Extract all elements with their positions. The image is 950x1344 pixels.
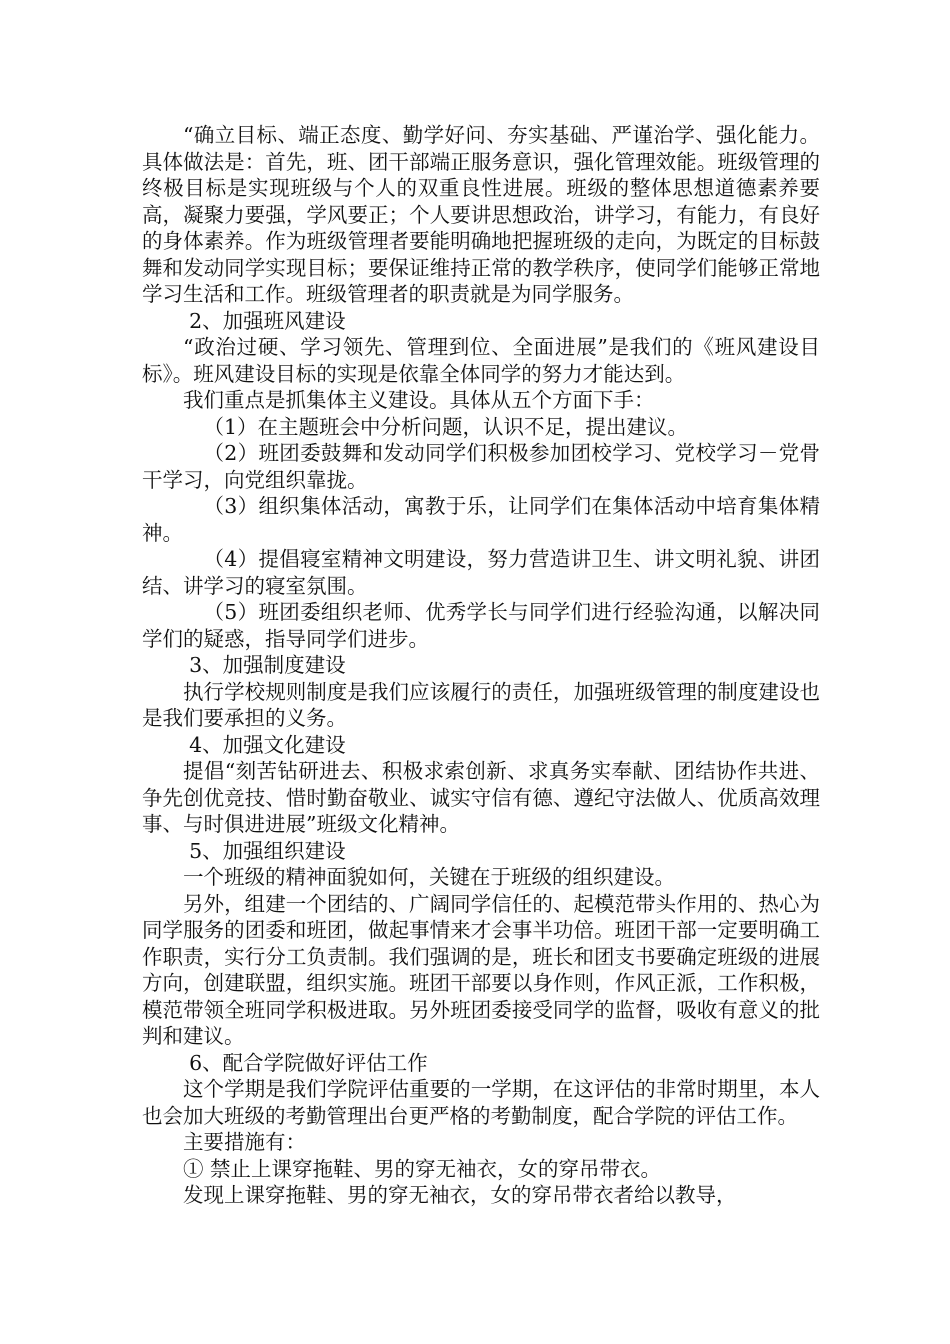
document-body	[142, 122, 820, 1209]
list-item: （1）在主题班会中分析问题，认识不足，提出建议。	[203, 414, 689, 439]
list-item: （3）组织集体活动，寓教于乐，让同学们在集体活动中培育集体精神。	[142, 494, 820, 545]
paragraph: 主要措施有：	[183, 1130, 306, 1154]
section-heading: 5、加强组织建设	[189, 838, 346, 863]
section-heading: 2、加强班风建设	[189, 308, 346, 333]
list-item: （5）班团委组织老师、优秀学长与同学们进行经验沟通，以解决同学们的疑惑，指导同学们进步。	[142, 600, 820, 651]
paragraph: 另外，组建一个团结的、广阔同学信任的、起模范带头作用的、热心为同学服务的团委和班团，做起事情来才会事半功倍。班团干部一定要明确工作职责，实行分工负责制。我们强调的是，班长和团支书要确定班级的进展方向，创建联盟，组织实施。班团干部要以身作则，作风正派，工作积极，模范带领全班同学积极进取。另外班团委接受同学的监督，吸收有意义的批判和建议。	[142, 891, 820, 1048]
section-heading: 3、加强制度建设	[189, 653, 346, 677]
list-item: （4）提倡寝室精神文明建设，努力营造讲卫生、讲文明礼貌、讲团结、讲学习的寝室氛围。	[142, 547, 820, 598]
paragraph: 这个学期是我们学院评估重要的一学期，在这评估的非常时期里，本人也会加大班级的考勤管理出台更严格的考勤制度，配合学院的评估工作。	[142, 1077, 820, 1128]
paragraph: 提倡“刻苦钻研进去、积极求索创新、求真务实奉献、团结协作共进、争先创优竞技、惜时勤奋敬业、诚实守信有德、遵纪守法做人、优质高效理事、与时俱进进展”班级文化精神。	[142, 759, 820, 836]
paragraph: ① 禁止上课穿拖鞋、男的穿无袖衣，女的穿吊带衣。	[183, 1156, 662, 1181]
paragraph: “确立目标、端正态度、勤学好问、夯实基础、严谨治学、强化能力。具体做法是：首先，班、团干部端正服务意识，强化管理效能。班级管理的终极目标是实现班级与个人的双重良性进展。班级的整体思想道德素养要高，凝聚力要强，学风要正；个人要讲思想政治，讲学习，有能力，有良好的身体素养。作为班级管理者要能明确地把握班级的走向，为既定的目标鼓舞和发动同学实现目标；要保证维持正常的教学秩序，使同学们能够正常地学习生活和工作。班级管理者的职责就是为同学服务。	[142, 123, 820, 306]
paragraph: 执行学校规则制度是我们应该履行的责任，加强班级管理的制度建设也是我们要承担的义务。	[142, 679, 820, 730]
paragraph: 发现上课穿拖鞋、男的穿无袖衣，女的穿吊带衣者给以教导，	[183, 1183, 737, 1207]
list-item: （2）班团委鼓舞和发动同学们积极参加团校学习、党校学习－党骨干学习，向党组织靠拢。	[142, 441, 820, 492]
paragraph: 一个班级的精神面貌如何，关键在于班级的组织建设。	[183, 865, 675, 889]
paragraph: 我们重点是抓集体主义建设。具体从五个方面下手：	[183, 388, 655, 412]
paragraph: “政治过硬、学习领先、管理到位、全面进展”是我们的《班风建设目标》。班风建设目标的实现是依靠全体同学的努力才能达到。	[142, 335, 820, 386]
section-heading: 6、配合学院做好评估工作	[189, 1050, 428, 1075]
section-heading: 4、加强文化建设	[189, 732, 346, 757]
